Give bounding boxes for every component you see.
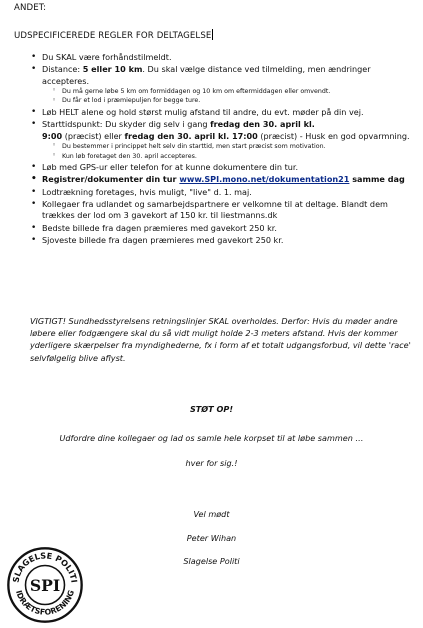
rule-start-date-2: fredag den 30. april kl. 17:00 [124,130,258,141]
rule-distance-sub-2: ◦ Du får et lod i præmiepuljen for begge ture. [52,96,417,106]
logo-top-text: SLAGELSE POLITI [10,550,80,584]
rule-start-time-1: 9:00 [42,130,63,141]
rule-register-text: Registrer/dokumenter din tur [42,174,180,185]
documentation-link[interactable]: www.SPI.mono.net/dokumentation21 [179,174,350,185]
rule-draw: • Lodtrækning foretages, hvis muligt, "live" d. 1. maj. [32,187,417,198]
rule-best-photo: • Bedste billede fra dagen præmieres med gavekort 250 kr. [32,223,417,234]
rule-start-text-a: Starttidspunkt: Du skyder dig selv i gang [42,119,211,130]
rule-start-text-f: (præcist) - Husk en god opvarmning. [257,130,410,141]
rule-gps: • Løb med GPS-ur eller telefon for at kunne dokumentere din tur. [32,162,417,173]
rule-start-sub-2: ◦ Kun løb foretaget den 30. april accepteres. [52,152,417,162]
rule-start-date-1: fredag den 30. april kl. [210,119,315,130]
signature-org: Slagelse Politi [183,556,240,566]
rule-start-text-d: (præcist) eller [62,130,125,141]
rule-colleagues: • Kollegaer fra udlandet og samarbejdspartnere er velkomne til at deltage. Blandt dem trækkes der lod om 3 gavekort af 150 kr. til liestmanns.dk [32,199,417,222]
logo-monogram: SPI [29,576,61,596]
heading-rules [14,29,213,41]
rule-start-time [32,119,417,161]
rule-distance-prefix: Distance: [42,64,83,75]
signature-name: Peter Wihan [186,533,237,543]
rule-distance-text: . Du skal vælge distance ved tilmelding, men ændringer accepteres. [42,64,371,86]
rule-start-sublist [52,142,417,161]
heading-rules-text: UDSPECIFICEREDE REGLER FOR DELTAGELSE [14,31,212,41]
important-notice: VIGTIGT! Sundhedsstyrelsens retningslinjer SKAL overholdes. Derfor: Hvis du møder andre løbere eller fodgængere skal du så vidt muligt holde 2-3 meters afstand. Hvis der kommer yderligere skærpelser fra myndighederne, fx i form af et totalt udgangsforbud, vil dette 'race' selvfølgelig blive aflyst. [30,316,411,363]
each-own-text: hver for sig.! [185,458,238,468]
rule-registration: • Du SKAL være forhåndstilmeldt. [32,52,417,63]
rule-distance-sub-1: ◦ Du må gerne løbe 5 km om formiddagen og 10 km om eftermiddagen eller omvendt. [52,87,417,97]
greeting: Vel mødt [193,509,230,519]
text-cursor [212,29,213,40]
challenge-text: Udfordre dine kollegaer og lad os samle hele korpset til at løbe sammen … [59,433,364,443]
logo-bottom-text: IDRÆTSFORENING [14,589,77,617]
support-heading: STØT OP! [189,404,234,414]
rule-distance-value: 5 eller 10 km [82,64,143,75]
rule-register-suffix: samme dag [349,174,405,185]
rule-start-sub-1: ◦ Du bestemmer i princippet helt selv din starttid, men start præcist som motivation. [52,142,417,152]
rule-distance [32,64,417,106]
rule-distance-sublist [52,87,417,106]
rule-register [32,174,417,185]
spi-logo [6,546,84,624]
heading-andet: ANDET: [14,3,47,13]
rule-funniest-photo: • Sjoveste billede fra dagen præmieres med gavekort 250 kr. [32,235,417,246]
rules-list [32,52,417,247]
rule-run-alone: • Løb HELT alene og hold størst mulig afstand til andre, du evt. møder på din vej. [32,107,417,118]
